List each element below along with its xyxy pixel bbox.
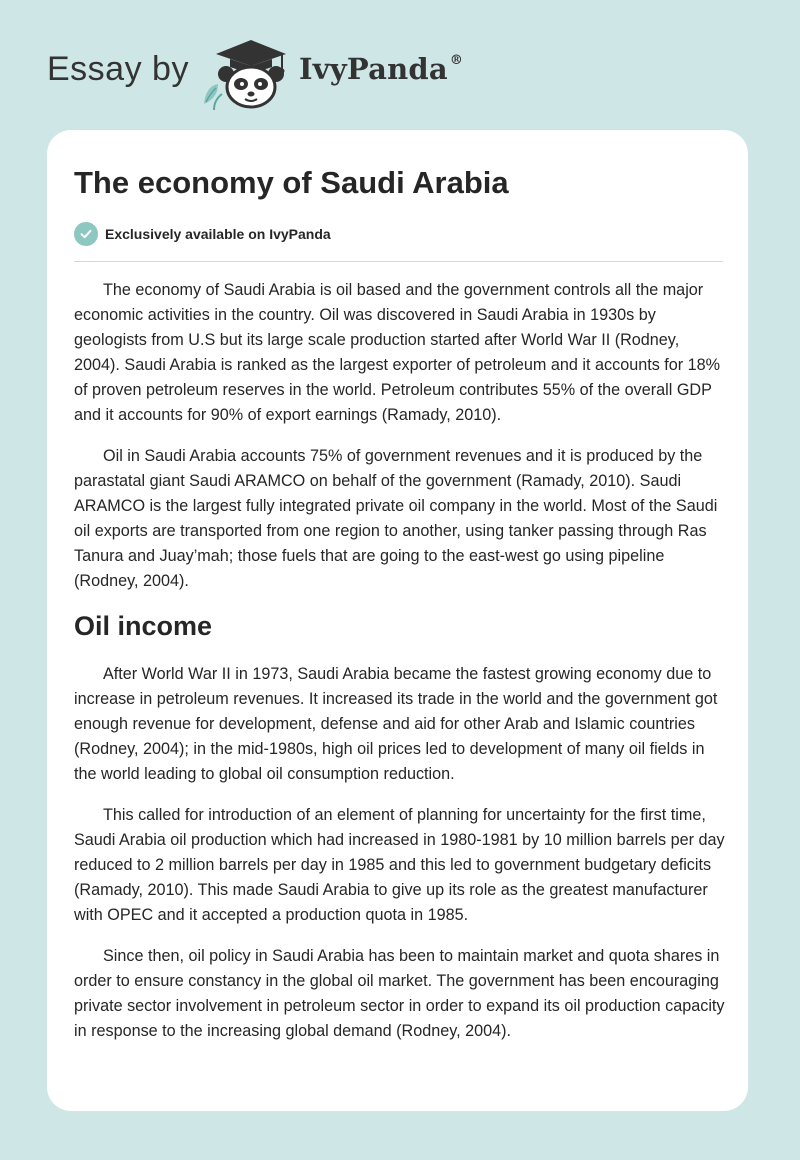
paragraph: After World War II in 1973, Saudi Arabia became the fastest growing economy due to increase in petroleum revenues. It increased its trade in the world and the government got enough revenue for development, defense and aid for other Arab and Islamic countries (Rodney, 2004); in the mid-1980s, high oil prices led to development of many oil fields in the world leading to global oil consumption reduction. [74, 665, 718, 783]
divider [74, 261, 723, 262]
essay-by-text: Essay by [47, 50, 189, 88]
site-header [47, 32, 487, 112]
panda-logo-icon[interactable] [200, 34, 294, 112]
section-heading: Oil income [74, 611, 213, 641]
essay-body [74, 278, 726, 1060]
paragraph: Oil in Saudi Arabia accounts 75% of government revenues and it is produced by the parastatal giant Saudi ARAMCO on behalf of the government (Ramady, 2010). Saudi ARAMCO is the largest fully integrated private oil company in the world. Most of the Saudi oil exports are transported from one region to another, using tanker passing through Ras Tanura and Juay’mah; those fuels that are going to the east-west go using pipeline (Rodney, 2004). [74, 447, 718, 590]
paragraph: The economy of Saudi Arabia is oil based and the government controls all the major economic activities in the country. Oil was discovered in Saudi Arabia in 1930s by geologists from U.S but its large scale production started after World War II (Rodney, 2004). Saudi Arabia is ranked as the largest exporter of petroleum and it accounts for 18% of proven petroleum reserves in the world. Petroleum contributes 55% of the overall GDP and it accounts for 90% of export earnings (Ramady, 2010). [74, 281, 721, 424]
brand-name: IvyPanda [299, 52, 448, 86]
brand-logo[interactable] [299, 52, 463, 86]
essay-card [47, 130, 748, 1111]
paragraph: Since then, oil policy in Saudi Arabia has been to maintain market and quota shares in order to ensure constancy in the global oil market. The government has been encouraging private sector involvement in petroleum sector in order to expand its oil production capacity in response to the increasing global demand (Rodney, 2004). [74, 947, 725, 1040]
paragraph: This called for introduction of an element of planning for uncertainty for the first time, Saudi Arabia oil production which had increased in 1980-1981 by 10 million barrels per day reduced to 2 million barrels per day in 1985 and this led to government budgetary deficits (Ramady, 2010). This made Saudi Arabia to give up its role as the greatest manufacturer with OPEC and it accepted a production quota in 1985. [74, 806, 725, 924]
registered-mark: ® [449, 53, 464, 69]
exclusive-badge [74, 221, 331, 247]
check-circle-icon [74, 222, 98, 246]
exclusive-badge-label: Exclusively available on IvyPanda [105, 226, 331, 242]
page-title: The economy of Saudi Arabia [74, 165, 509, 200]
